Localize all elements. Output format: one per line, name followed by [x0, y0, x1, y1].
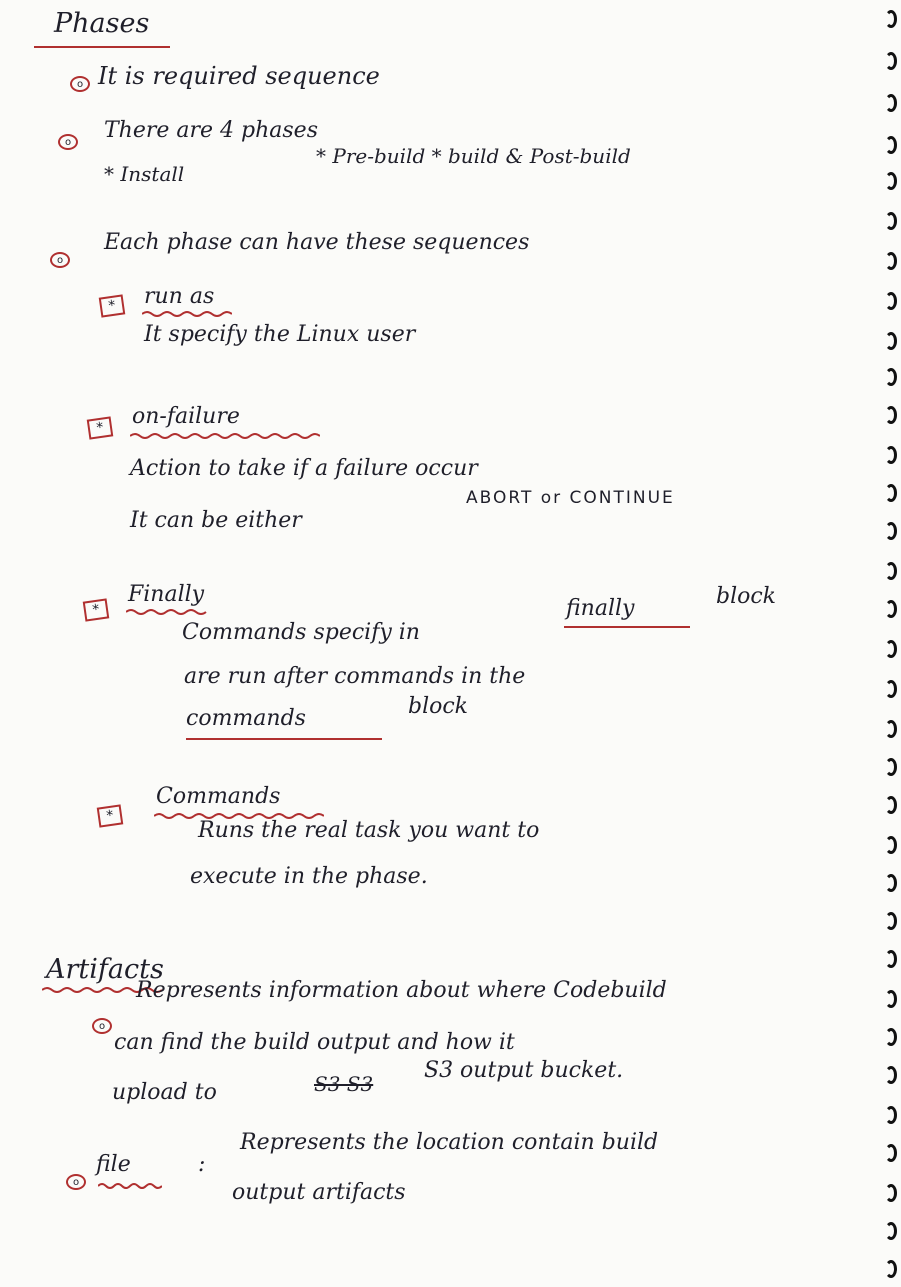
artifacts-line-3a: upload to — [112, 1080, 217, 1105]
wavy-underline — [142, 310, 232, 318]
artifacts-line-3b: S3 output bucket. — [424, 1058, 624, 1083]
binding-hole — [885, 522, 897, 540]
star-bullet-icon: * — [83, 598, 110, 621]
star-bullet-icon: * — [97, 804, 124, 827]
file-separator: : — [198, 1152, 206, 1177]
star-bullet-icon: * — [87, 416, 114, 439]
phases-line-3: Each phase can have these sequences — [104, 230, 530, 255]
binding-hole — [885, 796, 897, 814]
file-label: file — [96, 1152, 131, 1177]
circle-bullet-icon: o — [70, 76, 90, 92]
artifacts-heading: Artifacts — [46, 954, 164, 985]
binding-hole — [885, 94, 897, 112]
phase-list: * Pre-build * build & Post-build — [316, 144, 631, 168]
on-failure-line-2: It can be either — [130, 508, 302, 533]
commands-title: Commands — [156, 784, 281, 809]
binding-hole — [885, 990, 897, 1008]
binding-hole — [885, 368, 897, 386]
star-bullet-icon: * — [99, 294, 126, 317]
on-failure-line-1: Action to take if a failure occur — [130, 456, 478, 481]
binding-hole — [885, 212, 897, 230]
binding-hole — [885, 1106, 897, 1124]
binding-hole — [885, 52, 897, 70]
finally-underline — [564, 626, 690, 628]
phases-line-1: It is required sequence — [98, 62, 380, 90]
finally-title: Finally — [128, 582, 205, 607]
artifacts-line-2: can find the build output and how it — [114, 1030, 515, 1055]
binding-hole — [885, 172, 897, 190]
binding-hole — [885, 406, 897, 424]
finally-line-1a: Commands specify in — [182, 620, 420, 645]
on-failure-title: on-failure — [132, 404, 240, 429]
commands-underline — [186, 738, 382, 740]
run-as-desc: It specify the Linux user — [144, 322, 416, 347]
binding-hole — [885, 1066, 897, 1084]
commands-line-2: execute in the phase. — [190, 864, 428, 889]
binding-hole — [885, 446, 897, 464]
binding-hole — [885, 1028, 897, 1046]
circle-bullet-icon: o — [92, 1018, 112, 1034]
run-as-title: run as — [144, 284, 215, 309]
file-line-2: output artifacts — [232, 1180, 406, 1205]
phases-line-2: There are 4 phases — [104, 118, 318, 143]
finally-line-1b: finally — [566, 596, 635, 621]
wavy-underline — [130, 432, 320, 440]
finally-line-3a: commands — [186, 706, 306, 731]
circle-bullet-icon: o — [58, 134, 78, 150]
phase-install: * Install — [104, 162, 185, 186]
binding-hole — [885, 1144, 897, 1162]
wavy-underline — [126, 608, 210, 616]
binding-hole — [885, 950, 897, 968]
binding-hole — [885, 758, 897, 776]
finally-line-2: are run after commands in the — [184, 664, 526, 689]
binding-hole — [885, 836, 897, 854]
binding-hole — [885, 912, 897, 930]
binding-hole — [885, 332, 897, 350]
phases-heading: Phases — [54, 8, 150, 39]
commands-line-1: Runs the real task you want to — [198, 818, 540, 843]
binding-hole — [885, 292, 897, 310]
binding-hole — [885, 484, 897, 502]
binding-hole — [885, 252, 897, 270]
finally-line-1c: block — [716, 584, 777, 609]
binding-hole — [885, 720, 897, 738]
binding-hole — [885, 136, 897, 154]
abort-or-continue: ABORT or CONTINUE — [466, 488, 675, 508]
heading-underline — [34, 46, 170, 48]
binding-hole — [885, 600, 897, 618]
binding-hole — [885, 874, 897, 892]
binding-hole — [885, 1222, 897, 1240]
artifacts-line-1: Represents information about where Codebuild — [136, 978, 667, 1003]
finally-line-3b: block — [408, 694, 469, 719]
binding-hole — [885, 10, 897, 28]
wavy-underline — [98, 1182, 162, 1190]
binding-hole — [885, 680, 897, 698]
binding-hole — [885, 1184, 897, 1202]
file-line-1: Represents the location contain build — [240, 1130, 659, 1155]
circle-bullet-icon: o — [66, 1174, 86, 1190]
binding-hole — [885, 1260, 897, 1278]
binding-hole — [885, 640, 897, 658]
binding-hole — [885, 562, 897, 580]
artifacts-strikethrough: S3 S3 — [314, 1072, 374, 1096]
circle-bullet-icon: o — [50, 252, 70, 268]
